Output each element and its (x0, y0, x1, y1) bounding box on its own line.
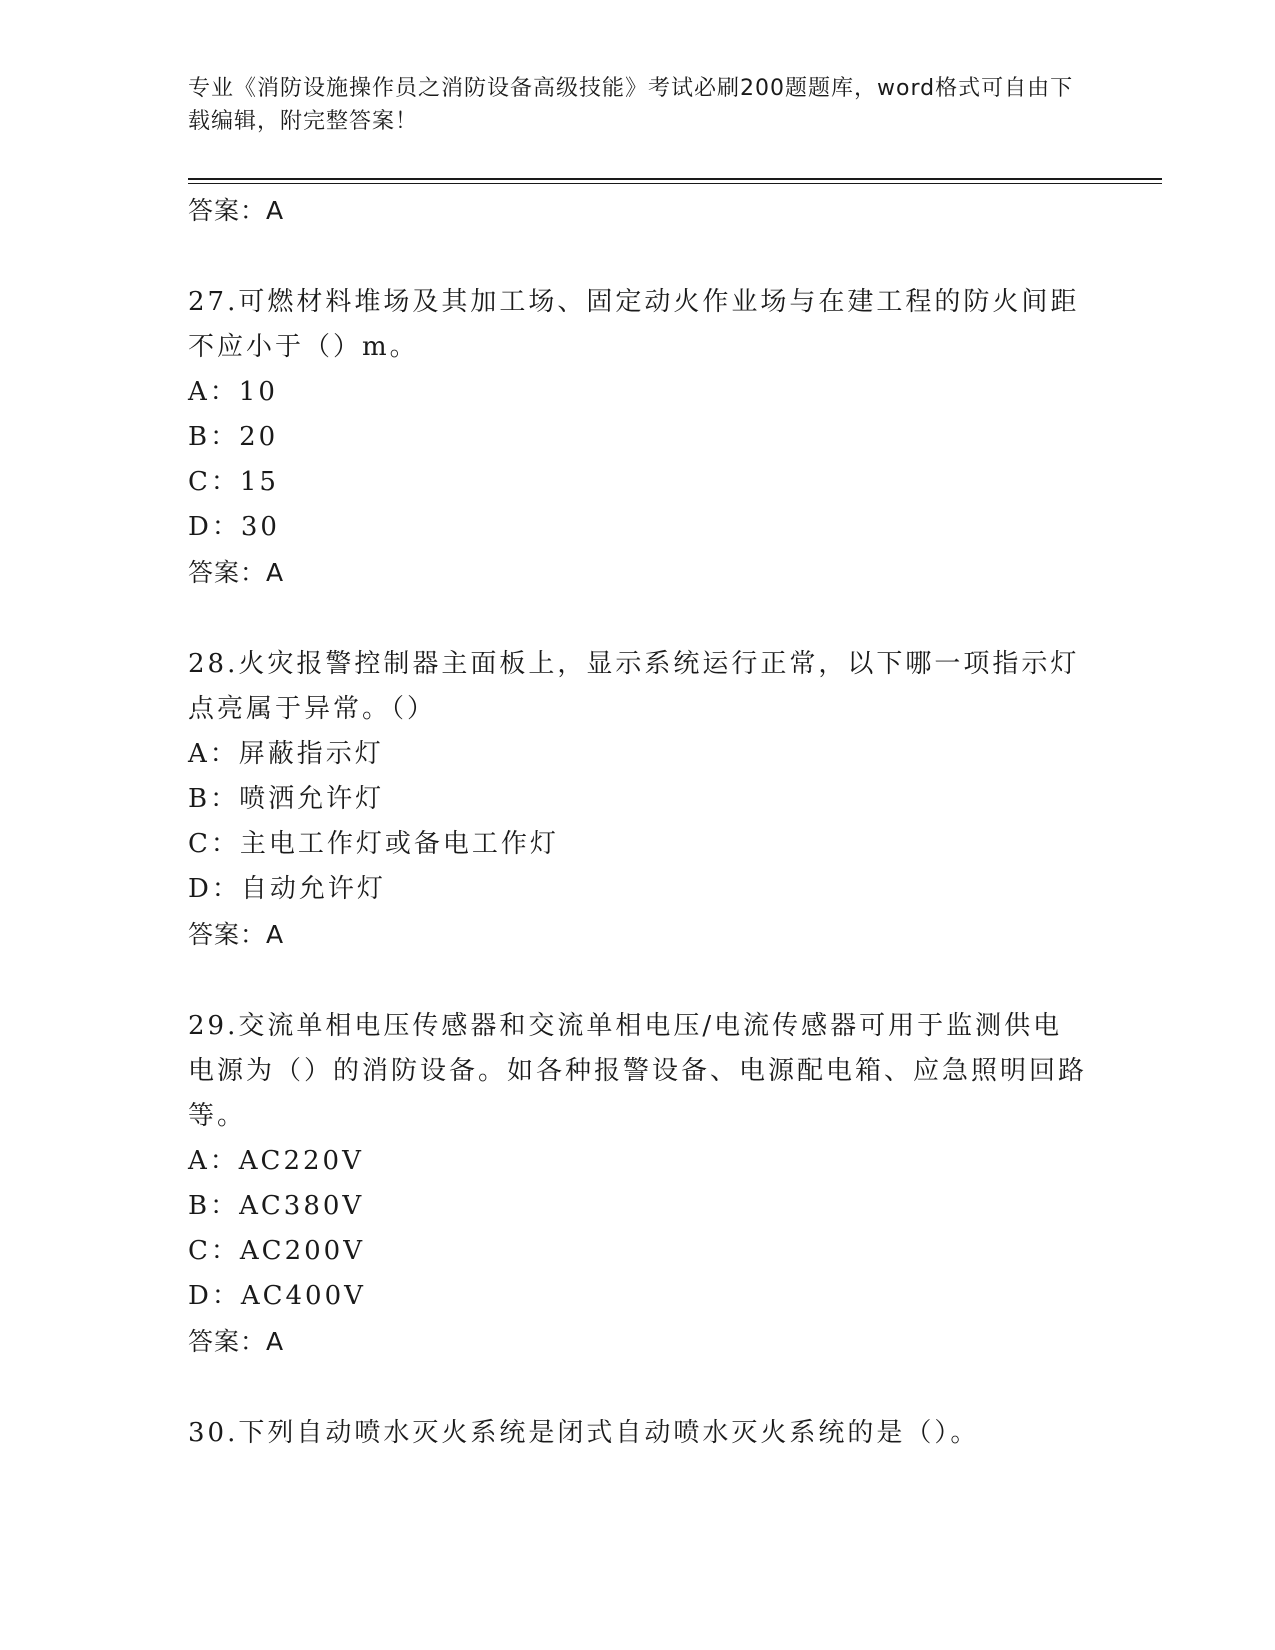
option-b: B：20 (188, 422, 279, 452)
question-item (188, 642, 1088, 958)
header-rule-thin (188, 183, 1162, 184)
answer-line: 答案：A (188, 196, 285, 225)
option-c: C：AC200V (188, 1236, 365, 1266)
answer-line: 答案：A (188, 558, 285, 587)
answer-line: 答案：A (188, 1327, 285, 1356)
question-text: 29.交流单相电压传感器和交流单相电压/电流传感器可用于监测供电电源为（）的消防设备。如各种报警设备、电源配电箱、应急照明回路等。 (188, 1011, 1088, 1131)
document-header: 专业《消防设施操作员之消防设备高级技能》考试必刷200题题库，word格式可自由下载编辑，附完整答案！ (188, 76, 1074, 134)
question-text: 30.下列自动喷水灭火系统是闭式自动喷水灭火系统的是（）。 (188, 1418, 980, 1448)
option-a: A：AC220V (188, 1146, 364, 1176)
option-c: C：15 (188, 467, 279, 497)
question-item (188, 1004, 1088, 1365)
option-a: A：10 (188, 377, 278, 407)
option-b: B：喷洒允许灯 (188, 784, 385, 814)
question-item (188, 1411, 1088, 1456)
option-b: B：AC380V (188, 1191, 365, 1221)
option-c: C：主电工作灯或备电工作灯 (188, 829, 559, 859)
option-a: A：屏蔽指示灯 (188, 739, 384, 769)
option-d: D：AC400V (188, 1281, 366, 1311)
answer-line: 答案：A (188, 920, 285, 949)
question-list (188, 188, 1088, 1456)
header-rule-thick (188, 178, 1162, 180)
question-text: 28.火灾报警控制器主面板上，显示系统运行正常，以下哪一项指示灯点亮属于异常。（） (188, 649, 1080, 724)
question-text: 27.可燃材料堆场及其加工场、固定动火作业场与在建工程的防火间距不应小于（）m。 (188, 287, 1080, 362)
option-d: D：30 (188, 512, 280, 542)
option-d: D：自动允许灯 (188, 874, 386, 904)
question-item (188, 280, 1088, 596)
